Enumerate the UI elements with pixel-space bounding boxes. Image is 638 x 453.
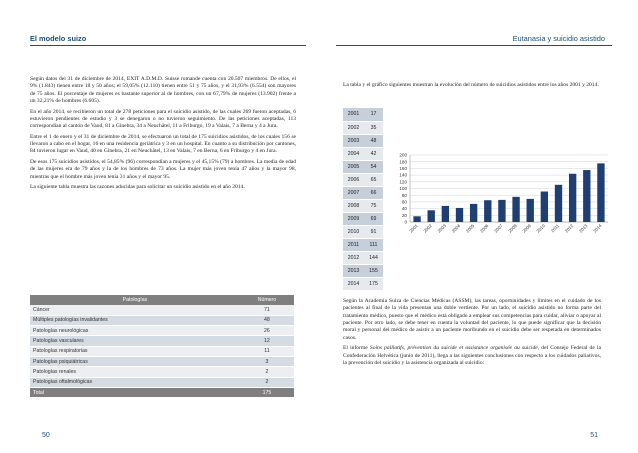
count-cell: 69 (364, 212, 383, 225)
cell: 26 (237, 326, 294, 336)
table-row (30, 356, 294, 366)
count-cell: 54 (364, 160, 383, 173)
header-divider-left (30, 45, 306, 46)
x-tick-label: 2011 (549, 223, 561, 234)
table-row (343, 199, 383, 212)
year-cell: 2008 (343, 199, 364, 212)
count-cell: 91 (364, 225, 383, 238)
y-tick-label: 120 (399, 179, 407, 185)
table-row (343, 264, 383, 277)
year-cell: 2013 (343, 264, 364, 277)
bar (569, 174, 576, 222)
cell: 2 (237, 367, 294, 377)
header-divider-right (336, 45, 612, 46)
cell: 2 (237, 377, 294, 387)
bar (527, 199, 534, 222)
y-tick-label: 80 (401, 192, 407, 198)
table-row (343, 212, 383, 225)
page-number-right: 51 (590, 432, 598, 439)
y-tick-label: 180 (399, 159, 407, 165)
x-tick-label: 2008 (507, 223, 518, 234)
table-row (343, 186, 383, 199)
paragraph: De esos 175 suicidios asistidos, el 54,85% (96) correspondían a mujeres y el 45,15% (79) a hombres. La media de edad de las mujeres era de 79 años y la de los hombres de 73 años. La mujer más joven tenía 47 años y la mayor 98, mientras que el hombre más joven tenía 31 años y el mayor 95. (30, 159, 296, 180)
cell: Total (30, 387, 237, 397)
count-cell: 17 (364, 108, 383, 121)
y-tick-label: 140 (399, 172, 407, 178)
count-cell: 111 (364, 238, 383, 251)
table-row (30, 367, 294, 377)
paragraph: En el año 2014, se recibieron un total de 278 peticiones para el suicidio asistido, de las cuales 269 fueron aceptadas, 6 estuvieron pendientes de estudio y 3 se denegaron o no tuvieron seguimiento. De las peticiones aceptadas, 113 correspondían al cantón de Vaud, 81 a Ginebra, 34 a Neuchâtel, 11 a Friburgo, 19 a Valais, 7 a Berna y 4 a Jura. (30, 108, 296, 130)
x-tick-label: 2004 (450, 223, 462, 234)
cell: 12 (237, 336, 294, 346)
chart-canvas (384, 150, 612, 242)
bar (413, 216, 420, 222)
y-tick-label: 20 (401, 212, 407, 218)
y-tick-label: 160 (399, 166, 407, 171)
table-row (30, 305, 294, 315)
bar (512, 197, 519, 222)
bar (555, 185, 562, 222)
table-row (30, 326, 294, 336)
y-tick-label: 0 (404, 219, 407, 225)
count-cell: 175 (364, 277, 383, 290)
year-cell: 2007 (343, 186, 364, 199)
y-tick-label: 60 (401, 199, 407, 205)
table-row (343, 108, 383, 121)
count-cell: 144 (364, 251, 383, 264)
table-header-row (30, 295, 294, 305)
year-cell: 2014 (343, 277, 364, 290)
table-row (30, 346, 294, 356)
x-tick-label: 2003 (436, 223, 448, 234)
right-column-text (343, 298, 601, 370)
x-tick-label: 2006 (479, 223, 490, 234)
x-tick-label: 2012 (563, 223, 575, 234)
table-row (343, 134, 383, 147)
year-cell: 2006 (343, 173, 364, 186)
x-tick-label: 2007 (493, 223, 504, 234)
table-row (343, 238, 383, 251)
suicides-bar-chart (384, 150, 612, 242)
year-cell: 2002 (343, 121, 364, 134)
y-tick-label: 100 (399, 186, 407, 192)
yearly-suicides-table (343, 108, 383, 291)
table-row (30, 315, 294, 325)
right-intro-text (343, 82, 601, 93)
cell: Patologías psiquiátricas (30, 356, 237, 366)
bar (498, 200, 505, 222)
year-cell: 2011 (343, 238, 364, 251)
table-total-row (30, 387, 294, 397)
paragraph: La tabla y el gráfico siguientes muestran la evolución del número de suicidios asistidos entre los años 2001 y 2014. (343, 82, 599, 88)
x-tick-label: 2002 (422, 223, 433, 234)
cell: Patologías vasculares (30, 336, 237, 346)
paragraph: Entre el 1 de enero y el 31 de diciembre de 2014, se efectuaron un total de 175 suicidios asistidos, de los cuales 156 se llevaron a cabo en el hogar, 16 en una residencia geriátrica y 3 en un hospital. En cuanto a su distribución por cantones, 84 tuvieron lugar en Vaud, 40 en Ginebra, 21 en Neuchâtel, 13 en Valais, 7 en Berna, 6 en Friburgo y 4 en Jura. (30, 133, 296, 155)
count-cell: 48 (364, 134, 383, 147)
x-tick-label: 2009 (521, 223, 532, 234)
year-cell: 2004 (343, 147, 364, 160)
x-tick-label: 2001 (408, 223, 419, 234)
bar (456, 208, 463, 222)
running-header-left: El modelo suizo (30, 34, 87, 43)
y-tick-label: 200 (399, 152, 407, 158)
count-cell: 42 (364, 147, 383, 160)
year-cell: 2003 (343, 134, 364, 147)
cell: 3 (237, 356, 294, 366)
x-tick-label: 2013 (578, 223, 589, 234)
table-row (30, 336, 294, 346)
year-cell: 2005 (343, 160, 364, 173)
count-cell: 65 (364, 173, 383, 186)
cell: Patologías renales (30, 367, 237, 377)
bar (442, 206, 449, 222)
running-header-right: Eutanasia y suicidio asistido (512, 34, 605, 43)
x-tick-label: 2005 (464, 223, 476, 234)
year-cell: 2001 (343, 108, 364, 121)
paragraph (343, 345, 601, 367)
bar (541, 192, 548, 222)
bar (583, 170, 590, 222)
cell: Patologías neurológicas (30, 326, 237, 336)
paragraph: La siguiente tabla muestra las razones aducidas para solicitar un suicidio asistido en el año 2014. (30, 184, 245, 191)
column-header: Patologías (30, 295, 237, 305)
report-title: Soins palliatifs, prévention du suicide et assistance organisée au suicide, (369, 345, 540, 352)
cell: 71 (237, 305, 294, 315)
year-cell: 2010 (343, 225, 364, 238)
y-tick-label: 40 (401, 206, 407, 212)
bar (484, 200, 491, 222)
x-tick-label: 2010 (535, 223, 547, 234)
cell: Patologías respiratorias (30, 346, 237, 356)
x-tick-label: 2014 (592, 223, 603, 234)
table-row (343, 173, 383, 186)
text-run: El informe (343, 345, 370, 352)
table-row (343, 121, 383, 134)
paragraph: Según la Academia Suiza de Ciencias Médicas (ASSM), las tareas, oportunidades y límites en el cuidado de los pacientes al final de la vida presentan una doble vertiente. Por un lado, el suicidio asistido no forma parte del tratamiento médico, puesto que el médico está obligado a emplear sus competencias para cuidar, aliviar o apoyar al paciente. Por otro lado, se debe tener en cuenta la voluntad del paciente, lo que puede significar que la decisión moral y personal del médico de asistir a un paciente moribundo en el suicidio debe ser respetada en determinados casos. (343, 298, 601, 341)
pathologies-table (30, 295, 294, 398)
table-row (343, 160, 383, 173)
bar (470, 204, 477, 222)
bar (428, 210, 435, 222)
left-column-text (30, 76, 296, 195)
table-row (343, 147, 383, 160)
column-header: Número (237, 295, 294, 305)
table-row (343, 225, 383, 238)
cell: 11 (237, 346, 294, 356)
table-row (30, 377, 294, 387)
page-number-left: 50 (42, 432, 50, 439)
year-cell: 2009 (343, 212, 364, 225)
cell: 175 (237, 387, 294, 397)
cell: Múltiples patologías invalidantes (30, 315, 237, 325)
count-cell: 155 (364, 264, 383, 277)
table-row (343, 277, 383, 290)
cell: 48 (237, 315, 294, 325)
table-row (343, 251, 383, 264)
cell: Cáncer (30, 305, 237, 315)
text-run: del Consejo Federal de la Confederación Helvética (junio de 2011), llega a las siguientes conclusiones con respecto a los cuidados paliativos, la prevención del suicidio y la asistencia organizada al suicidio: (343, 345, 601, 366)
paragraph: Según datos del 31 de diciembre de 2014, EXIT A.D.M.D. Suisse romande cuenta con 20.507 miembros. De ellos, el 9% (1.843) tienen entre 18 y 50 años; el 59,05% (12.110) tienen entre 51 y 75 años, y el 31,93% (6.554) son mayores de 75 años. El porcentaje de mujeres es bastante superior al de hombres, con un 67,79% de mujeres (13.902) frente a un 32,21% de hombres (6.605). (30, 76, 296, 105)
bar (597, 163, 604, 222)
count-cell: 35 (364, 121, 383, 134)
year-cell: 2012 (343, 251, 364, 264)
count-cell: 75 (364, 199, 383, 212)
cell: Patologías oftalmológicas (30, 377, 237, 387)
count-cell: 66 (364, 186, 383, 199)
